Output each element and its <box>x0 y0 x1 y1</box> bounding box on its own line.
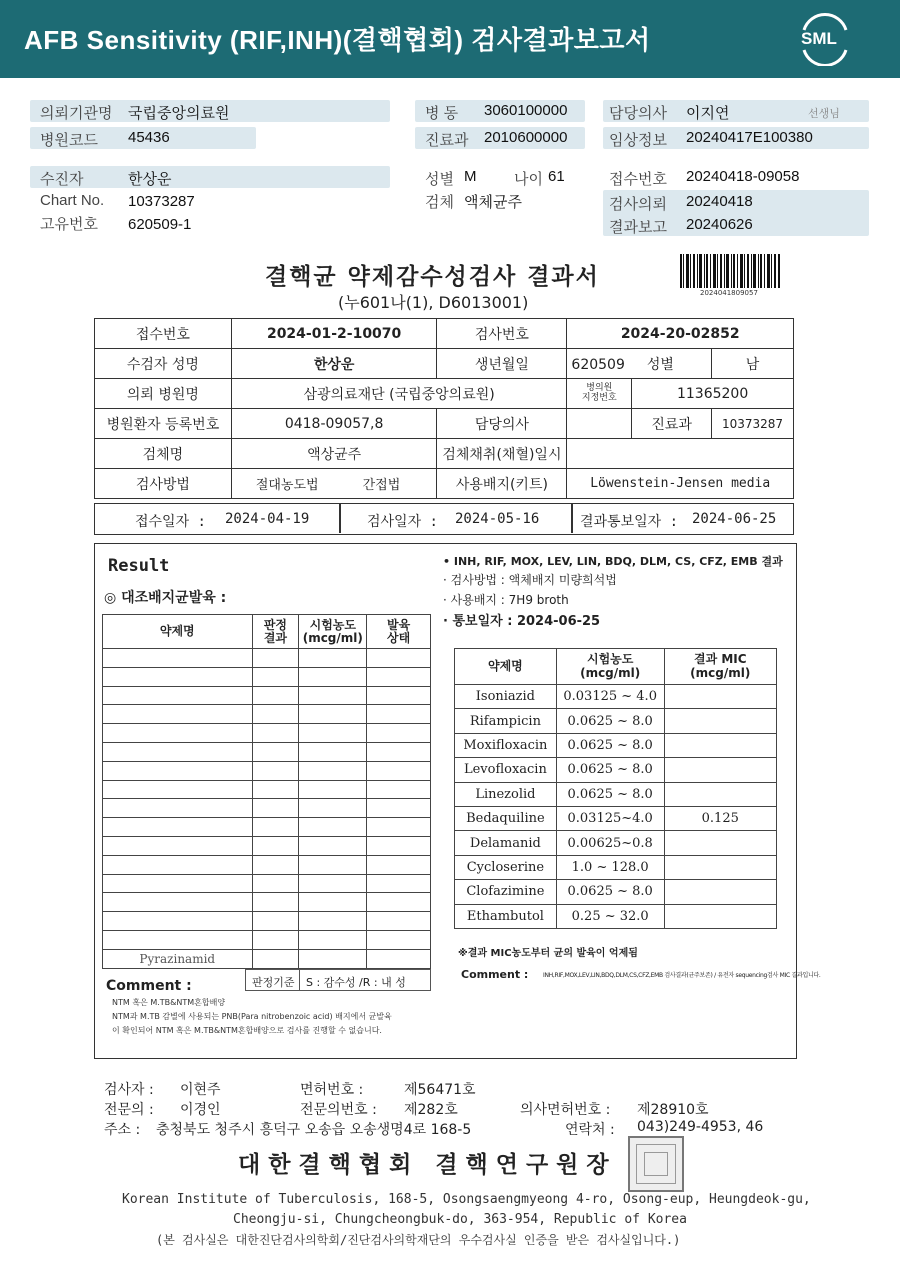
sex-label: 성별 <box>425 171 454 188</box>
cell <box>103 686 253 705</box>
sex-cell-label: 성별 <box>646 356 674 373</box>
drug-conc: 0.03125 ~ 4.0 <box>556 685 664 709</box>
drug-name: Bedaquiline <box>455 806 557 830</box>
cell <box>103 799 253 818</box>
cell <box>252 649 299 668</box>
left-result-table <box>102 614 431 969</box>
right-comment: INH,RIF,MOX,LEV,LIN,BDQ,DLM,CS,CFZ,EMB 검사결과(균주보존) / 유전자 sequencing검사 MIC 결과입니다. <box>543 972 821 979</box>
cell: 2024-01-2-10070 <box>231 319 437 349</box>
drug-conc: 0.25 ~ 32.0 <box>556 904 664 928</box>
note-line: NTM 혹은 M.TB&NTM혼합배양 <box>112 998 226 1007</box>
comment-label: Comment : <box>106 978 192 994</box>
cell <box>231 469 437 499</box>
cell <box>367 855 431 874</box>
ward-label: 병 동 <box>425 105 459 122</box>
cell <box>103 836 253 855</box>
cell <box>103 761 253 780</box>
table-row <box>103 930 431 949</box>
ward-value: 3060100000 <box>484 102 568 119</box>
table-row <box>103 649 431 668</box>
cell <box>367 780 431 799</box>
tester-label: 검사자 : <box>104 1082 154 1098</box>
note-line: NTM과 M.TB 감별에 사용되는 PNB(Para nitrobenzoic acid) 배지에서 균발육 <box>112 1012 392 1021</box>
cell: 진료과 <box>632 409 712 439</box>
method-1: 절대농도법 <box>255 478 319 493</box>
license-value: 제56471호 <box>404 1082 476 1098</box>
cell: 한상운 <box>231 349 437 379</box>
col-header: 발육 상태 <box>367 615 431 649</box>
cell: 삼광의료재단 (국립중앙의료원) <box>231 379 567 409</box>
receipt-date: 2024-04-19 <box>225 511 310 527</box>
patient-label: 수진자 <box>40 171 84 188</box>
drug-row <box>455 855 777 879</box>
cell <box>299 705 367 724</box>
cell <box>367 649 431 668</box>
contact-label: 연락처 : <box>565 1122 615 1138</box>
test-date-label: 검사일자 : <box>367 514 438 530</box>
doctor-value: 이지연 <box>686 105 730 122</box>
cell <box>252 686 299 705</box>
cell <box>367 836 431 855</box>
drug-mic <box>664 855 776 879</box>
specimen-value: 액체균주 <box>464 194 522 211</box>
notify-date: 2024-06-25 <box>692 511 777 527</box>
cell <box>367 949 431 968</box>
cell <box>252 667 299 686</box>
cell <box>103 705 253 724</box>
cell <box>252 799 299 818</box>
table-row <box>103 705 431 724</box>
cell <box>299 686 367 705</box>
drug-name: Rifampicin <box>455 709 557 733</box>
receipt-no-value: 20240418-09058 <box>686 168 800 185</box>
drug-name: Cycloserine <box>455 855 557 879</box>
specimen-label: 검체 <box>425 194 454 211</box>
cell: 남 <box>712 349 794 379</box>
clinical-value: 20240417E100380 <box>686 129 813 146</box>
table-row <box>103 667 431 686</box>
age-label: 나이 <box>514 171 543 188</box>
doctor-label: 담당의사 <box>609 105 667 122</box>
col-header: 시험농도 (mcg/ml) <box>556 649 664 685</box>
doctor-license-value: 제28910호 <box>637 1102 709 1118</box>
cell: 수검자 성명 <box>95 349 232 379</box>
cell <box>252 818 299 837</box>
age-value: 61 <box>548 168 565 185</box>
hospital-code-value: 45436 <box>128 129 170 146</box>
drug-mic <box>664 831 776 855</box>
cell <box>567 349 712 379</box>
drug-row <box>455 733 777 757</box>
cell <box>367 724 431 743</box>
cell: 사용배지(키트) <box>437 469 567 499</box>
birth-value: 620509 <box>571 356 625 373</box>
table-row <box>103 855 431 874</box>
drug-conc: 0.0625 ~ 8.0 <box>556 733 664 757</box>
cell <box>299 742 367 761</box>
cell <box>103 912 253 931</box>
receipt-no-label: 접수번호 <box>609 171 667 188</box>
divider <box>299 970 300 990</box>
cell <box>252 893 299 912</box>
cell <box>103 893 253 912</box>
cell <box>252 742 299 761</box>
cell <box>103 780 253 799</box>
cell: 병원환자 등록번호 <box>95 409 232 439</box>
institute-name: 대한결핵협회 결핵연구원장 <box>238 1152 617 1178</box>
cell: 의뢰 병원명 <box>95 379 232 409</box>
drug-name: Linezolid <box>455 782 557 806</box>
drug-mic <box>664 685 776 709</box>
cell <box>367 930 431 949</box>
cell <box>367 874 431 893</box>
cell <box>252 949 299 968</box>
dept-value: 2010600000 <box>484 129 568 146</box>
cell: 담당의사 <box>437 409 567 439</box>
cell: Löwenstein-Jensen media <box>567 469 794 499</box>
contact-value: 043)249-4953, 46 <box>637 1119 764 1135</box>
drug-row <box>455 904 777 928</box>
cell <box>299 855 367 874</box>
drug-row <box>455 782 777 806</box>
cell: 검체채취(채혈)일시 <box>437 439 567 469</box>
hospital-code-label: 병원코드 <box>40 132 98 149</box>
chart-value: 10373287 <box>128 193 195 210</box>
cell <box>103 855 253 874</box>
certification-note: (본 검사실은 대한진단검사의학회/진단검사의학재단의 우수검사실 인증을 받은 검사실입니다.) <box>156 1233 681 1247</box>
address-value: 충청북도 청주시 흥덕구 오송읍 오송생명4로 168-5 <box>156 1122 472 1138</box>
cell <box>299 930 367 949</box>
receipt-date-label: 접수일자 : <box>135 514 206 530</box>
institution-value: 국립중앙의료원 <box>128 105 230 122</box>
cell <box>252 724 299 743</box>
drug-row <box>455 831 777 855</box>
cell: 병의원 지정번호 <box>567 379 632 409</box>
drug-row <box>455 880 777 904</box>
table-row <box>103 818 431 837</box>
cell <box>367 799 431 818</box>
cell <box>567 409 632 439</box>
cell <box>252 912 299 931</box>
criteria-label: 판정기준 <box>252 976 295 989</box>
drug-name: Ethambutol <box>455 904 557 928</box>
drug-mic: 0.125 <box>664 806 776 830</box>
cell <box>299 761 367 780</box>
drug-row <box>455 685 777 709</box>
cell <box>252 836 299 855</box>
divider <box>339 504 341 533</box>
drug-name: Isoniazid <box>455 685 557 709</box>
drug-conc: 0.0625 ~ 8.0 <box>556 880 664 904</box>
drug-conc: 0.00625~0.8 <box>556 831 664 855</box>
cell <box>367 686 431 705</box>
request-label: 검사의뢰 <box>609 196 667 213</box>
note-line: 이 확인되어 NTM 혹은 M.TB&NTM혼합배양으로 검사를 진행할 수 없습니다. <box>112 1026 382 1035</box>
request-value: 20240418 <box>686 193 753 210</box>
cell <box>103 874 253 893</box>
report-title: 결핵균 약제감수성검사 결과서 <box>265 264 600 290</box>
tester-value: 이현주 <box>180 1082 221 1098</box>
cell <box>299 912 367 931</box>
cell <box>103 724 253 743</box>
method-2: 간접법 <box>362 478 401 493</box>
table-row <box>103 836 431 855</box>
spec-license-value: 제282호 <box>404 1102 458 1118</box>
clinical-label: 임상정보 <box>609 132 667 149</box>
table-row <box>103 799 431 818</box>
unique-label: 고유번호 <box>40 216 98 233</box>
drug-conc: 1.0 ~ 128.0 <box>556 855 664 879</box>
col-header: 약제명 <box>103 615 253 649</box>
cell <box>367 912 431 931</box>
table-row <box>103 912 431 931</box>
english-address-2: Cheongju-si, Chungcheongbuk-do, 363-954, Republic of Korea <box>233 1212 687 1227</box>
cell <box>367 742 431 761</box>
patient-value: 한상운 <box>128 171 172 188</box>
cell <box>367 705 431 724</box>
cell <box>299 724 367 743</box>
table-row <box>103 742 431 761</box>
cell <box>299 836 367 855</box>
spec-license-label: 전문의번호 : <box>300 1102 377 1118</box>
seal-stamp-icon <box>628 1136 684 1192</box>
drug-conc: 0.0625 ~ 8.0 <box>556 782 664 806</box>
criteria-value: S : 감수성 /R : 내 성 <box>306 976 406 989</box>
result-title: Result <box>108 556 170 576</box>
right-comment-label: Comment : <box>461 968 529 981</box>
table-row <box>103 724 431 743</box>
report-header-title: AFB Sensitivity (RIF,INH)(결핵협회) 검사결과보고서 <box>24 25 651 55</box>
unique-value: 620509-1 <box>128 216 192 233</box>
chart-label: Chart No. <box>40 192 105 209</box>
divider <box>571 504 573 533</box>
cell: 접수번호 <box>95 319 232 349</box>
cell <box>299 799 367 818</box>
cell: 검사방법 <box>95 469 232 499</box>
cell: 액상균주 <box>231 439 437 469</box>
drug-name: Delamanid <box>455 831 557 855</box>
specialist-label: 전문의 : <box>104 1102 154 1118</box>
drug-mic <box>664 904 776 928</box>
drug-row <box>455 709 777 733</box>
drug-name: Levofloxacin <box>455 758 557 782</box>
cell <box>103 667 253 686</box>
table-row <box>103 761 431 780</box>
cell: 11365200 <box>632 379 794 409</box>
cell <box>299 874 367 893</box>
report-date-value: 20240626 <box>686 216 753 233</box>
mic-note: ※결과 MIC농도부터 균의 발육이 억제됨 <box>458 948 638 959</box>
institution-label: 의뢰기관명 <box>40 105 113 122</box>
cell: Pyrazinamid <box>103 949 253 968</box>
dept-label: 진료과 <box>425 132 469 149</box>
notify-date-label: 결과통보일자 : <box>580 514 679 530</box>
address-label: 주소 : <box>104 1122 141 1138</box>
right-line: · 통보일자 : 2024-06-25 <box>443 614 601 629</box>
barcode-icon <box>680 254 780 288</box>
table-row <box>103 686 431 705</box>
test-date: 2024-05-16 <box>455 511 540 527</box>
barcode-number: 2024041809057 <box>700 289 758 297</box>
cell <box>252 855 299 874</box>
col-header: 시험농도 (mcg/ml) <box>299 615 367 649</box>
col-header: 판정 결과 <box>252 615 299 649</box>
cell <box>367 761 431 780</box>
mic-result-table <box>454 648 777 929</box>
criteria-box <box>245 969 431 991</box>
report-header <box>0 0 900 78</box>
drug-mic <box>664 709 776 733</box>
control-growth-label: ◎ 대조배지균발육 : <box>104 590 227 606</box>
cell <box>103 818 253 837</box>
drug-name: Moxifloxacin <box>455 733 557 757</box>
cell <box>299 949 367 968</box>
drug-conc: 0.03125~4.0 <box>556 806 664 830</box>
drug-mic <box>664 758 776 782</box>
cell <box>252 780 299 799</box>
cell: 0418-09057,8 <box>231 409 437 439</box>
cell: 2024-20-02852 <box>567 319 794 349</box>
cell <box>299 818 367 837</box>
col-header: 약제명 <box>455 649 557 685</box>
dates-row <box>94 503 794 535</box>
cell: 생년월일 <box>437 349 567 379</box>
report-date-label: 결과보고 <box>609 219 667 236</box>
drug-mic <box>664 782 776 806</box>
drug-mic <box>664 880 776 904</box>
drug-mic <box>664 733 776 757</box>
table-row <box>103 893 431 912</box>
specialist-value: 이경인 <box>180 1102 221 1118</box>
cell <box>252 874 299 893</box>
cell <box>299 667 367 686</box>
right-line: · 사용배지 : 7H9 broth <box>443 593 569 607</box>
right-line: · 검사방법 : 액체배지 미량희석법 <box>443 573 617 587</box>
table-row <box>103 874 431 893</box>
cell <box>252 930 299 949</box>
drug-name: Clofazimine <box>455 880 557 904</box>
cell: 10373287 <box>712 409 794 439</box>
cell <box>299 780 367 799</box>
cell <box>299 893 367 912</box>
drug-row <box>455 758 777 782</box>
english-address-1: Korean Institute of Tuberculosis, 168-5, Osongsaengmyeong 4-ro, Osong-eup, Heungdeok-gu, <box>122 1192 811 1207</box>
drug-row <box>455 806 777 830</box>
cell <box>252 761 299 780</box>
sex-value: M <box>464 168 477 185</box>
drug-conc: 0.0625 ~ 8.0 <box>556 709 664 733</box>
cell <box>103 742 253 761</box>
right-line: • INH, RIF, MOX, LEV, LIN, BDQ, DLM, CS, CFZ, EMB 결과 <box>443 555 783 568</box>
doctor-title: 선생님 <box>808 108 840 120</box>
cell <box>252 705 299 724</box>
cell <box>103 649 253 668</box>
cell: 검체명 <box>95 439 232 469</box>
cell: 검사번호 <box>437 319 567 349</box>
cell <box>367 667 431 686</box>
patient-info-table <box>94 318 794 499</box>
cell <box>299 649 367 668</box>
license-label: 면허번호 : <box>300 1082 364 1098</box>
table-row <box>103 949 431 968</box>
logo-text: SML <box>801 29 837 48</box>
table-row <box>103 780 431 799</box>
cell <box>567 439 794 469</box>
cell <box>367 818 431 837</box>
report-subtitle: (누601나(1), D6013001) <box>338 293 529 312</box>
cell <box>103 930 253 949</box>
doctor-license-label: 의사면허번호 : <box>520 1102 611 1118</box>
sml-logo-icon <box>796 12 854 66</box>
col-header: 결과 MIC (mcg/ml) <box>664 649 776 685</box>
drug-conc: 0.0625 ~ 8.0 <box>556 758 664 782</box>
info-bar <box>30 166 390 188</box>
cell <box>367 893 431 912</box>
